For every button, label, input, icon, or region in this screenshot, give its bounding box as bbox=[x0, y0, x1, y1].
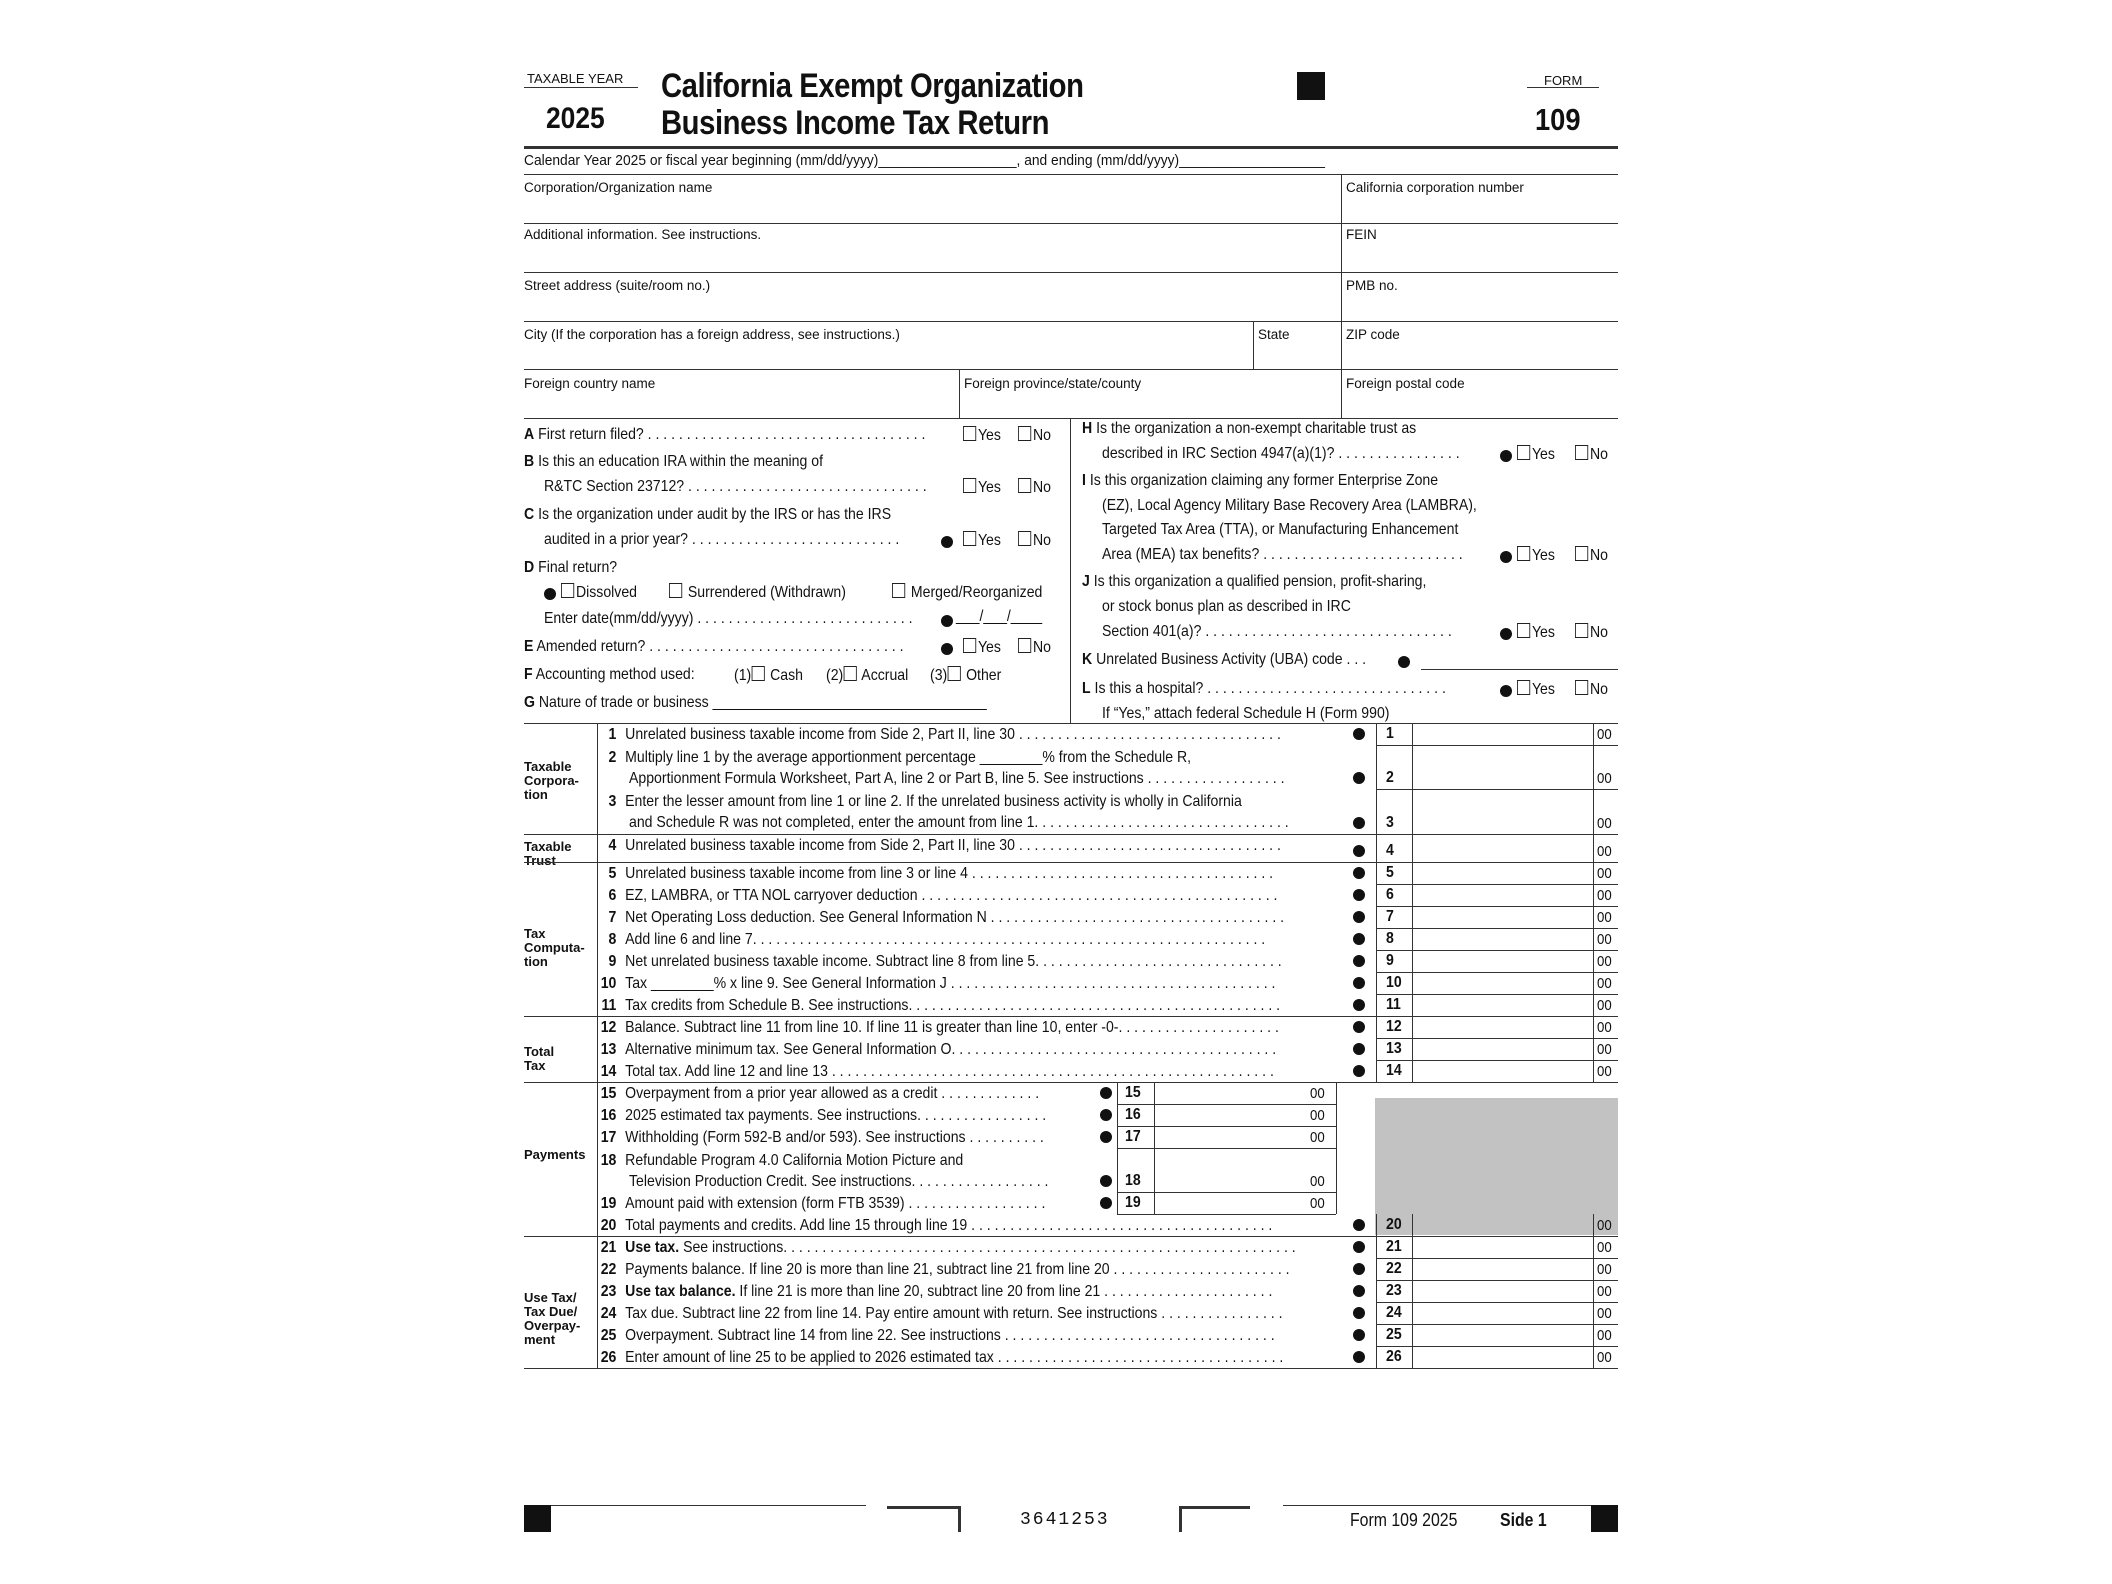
line-25-number: 25 bbox=[1386, 1326, 1402, 1343]
line-5-amount-input[interactable] bbox=[1414, 863, 1592, 883]
line-5-cents: 00 bbox=[1597, 865, 1612, 882]
line-24-amount-input[interactable] bbox=[1414, 1303, 1592, 1323]
bullet-icon bbox=[1353, 1065, 1365, 1077]
registration-mark bbox=[1297, 72, 1325, 100]
line-25-description: 25 Overpayment. Subtract line 14 from line 22. See instructions . . . . . . . . . . . . . . . . . . . . . . . . . . . . . . . . . . . bbox=[600, 1327, 1275, 1344]
bullet-icon bbox=[1353, 911, 1365, 923]
bullet-icon bbox=[1100, 1175, 1112, 1187]
line-22-description: 22 Payments balance. If line 20 is more than line 21, subtract line 21 from line 20 . . . . . . . . . . . . . . . . . . . . . . . bbox=[600, 1261, 1290, 1278]
line-16-cents: 00 bbox=[1310, 1107, 1325, 1124]
line-9-number: 9 bbox=[1386, 952, 1394, 969]
d-date-input[interactable]: ___/___/____ bbox=[956, 608, 1043, 625]
question-d: Final return? bbox=[538, 559, 618, 576]
line-23-amount-input[interactable] bbox=[1414, 1281, 1592, 1301]
question-b-line2: R&TC Section 23712? . . . . . . . . . . . . . . . . . . . . . . . . . . . . . . . bbox=[544, 478, 927, 495]
line-26-amount-input[interactable] bbox=[1414, 1347, 1592, 1367]
foreign-postal-field[interactable]: Foreign postal code bbox=[1346, 376, 1465, 391]
line-6-cents: 00 bbox=[1597, 887, 1612, 904]
taxable-year-label: TAXABLE YEAR bbox=[527, 71, 624, 86]
bullet-icon bbox=[1353, 955, 1365, 967]
uba-code-input[interactable] bbox=[1421, 669, 1618, 670]
section-taxable-trust: Taxable Trust bbox=[524, 839, 572, 868]
line-5-description: 5 Unrelated business taxable income from line 3 or line 4 . . . . . . . . . . . . . . . . . . . . . . . . . . . . . . . . . . . . . . . bbox=[608, 865, 1274, 882]
footer-side: Side 1 bbox=[1500, 1510, 1547, 1530]
bullet-icon bbox=[1353, 1307, 1365, 1319]
line-3-description: 3 Enter the lesser amount from line 1 or line 2. If the unrelated business activity is wholly in California bbox=[608, 793, 1242, 810]
line-15-amount-input[interactable] bbox=[1156, 1083, 1306, 1103]
line-11-cents: 00 bbox=[1597, 997, 1612, 1014]
line-11-description: 11 Tax credits from Schedule B. See instructions. . . . . . . . . . . . . . . . . . . . . . . . . . . . . . . . . . . . . . . . . . . . . . . . bbox=[601, 997, 1281, 1014]
line-7-number: 7 bbox=[1386, 908, 1394, 925]
line-7-amount-input[interactable] bbox=[1414, 907, 1592, 927]
line-20-cents: 00 bbox=[1597, 1217, 1612, 1234]
bullet-icon bbox=[1398, 656, 1410, 668]
question-f: Accounting method used: bbox=[535, 666, 695, 683]
line-2-description: 2 Multiply line 1 by the average apportionment percentage ________% from the Schedule R, bbox=[608, 749, 1192, 766]
bullet-icon bbox=[1500, 450, 1512, 462]
line-7-cents: 00 bbox=[1597, 909, 1612, 926]
line-3-description-cont: and Schedule R was not completed, enter the amount from line 1. . . . . . . . . . . . . . . . . . . . . . . . . . . . . . . . . bbox=[629, 814, 1289, 831]
line-26-cents: 00 bbox=[1597, 1349, 1612, 1366]
bullet-icon bbox=[1353, 1351, 1365, 1363]
barcode-number: 3641253 bbox=[1020, 1510, 1110, 1530]
section-total-tax: Total Tax bbox=[524, 1044, 555, 1073]
line-13-number: 13 bbox=[1386, 1040, 1402, 1057]
bullet-icon bbox=[1353, 1263, 1365, 1275]
fein-field[interactable]: FEIN bbox=[1346, 227, 1377, 242]
b-no-checkbox[interactable] bbox=[1018, 478, 1031, 493]
form-title-line2: Business Income Tax Return bbox=[661, 104, 1050, 142]
line-5-number: 5 bbox=[1386, 864, 1394, 881]
e-yes-checkbox[interactable] bbox=[963, 638, 976, 653]
question-k: Unrelated Business Activity (UBA) code . . . bbox=[1096, 651, 1367, 668]
line-8-number: 8 bbox=[1386, 930, 1394, 947]
line-14-description: 14 Total tax. Add line 12 and line 13 . . . . . . . . . . . . . . . . . . . . . . . . . . . . . . . . . . . . . . . . . . . . . . . . . . . . . . . . . bbox=[600, 1063, 1274, 1080]
j-yes-checkbox[interactable] bbox=[1517, 623, 1530, 638]
line-25-amount-input[interactable] bbox=[1414, 1325, 1592, 1345]
line-10-amount-input[interactable] bbox=[1414, 973, 1592, 993]
line-19-cents: 00 bbox=[1310, 1195, 1325, 1212]
line-18-amount-input[interactable] bbox=[1156, 1149, 1306, 1191]
bullet-icon bbox=[544, 588, 556, 600]
line-15-number: 15 bbox=[1125, 1084, 1141, 1101]
line-14-cents: 00 bbox=[1597, 1063, 1612, 1080]
question-c-line2: audited in a prior year? . . . . . . . . . . . . . . . . . . . . . . . . . . . bbox=[544, 531, 900, 548]
e-no-checkbox[interactable] bbox=[1018, 638, 1031, 653]
line-2-cents: 00 bbox=[1597, 770, 1612, 787]
line-6-description: 6 EZ, LAMBRA, or TTA NOL carryover deduction . . . . . . . . . . . . . . . . . . . . . . . . . . . . . . . . . . . . . . . . . . . . . . bbox=[608, 887, 1278, 904]
bullet-icon bbox=[1353, 845, 1365, 857]
i-no-checkbox[interactable] bbox=[1575, 546, 1588, 561]
bullet-icon bbox=[941, 615, 953, 627]
line-11-amount-input[interactable] bbox=[1414, 995, 1592, 1015]
foreign-province-field[interactable]: Foreign province/state/county bbox=[964, 376, 1142, 391]
c-yes-checkbox[interactable] bbox=[963, 531, 976, 546]
line-12-number: 12 bbox=[1386, 1018, 1402, 1035]
line-19-amount-input[interactable] bbox=[1156, 1193, 1306, 1213]
line-13-cents: 00 bbox=[1597, 1041, 1612, 1058]
question-a: First return filed? . . . . . . . . . . . . . . . . . . . . . . . . . . . . . . . . . . . . bbox=[538, 426, 926, 443]
line-24-number: 24 bbox=[1386, 1304, 1402, 1321]
line-1-description: 1 Unrelated business taxable income from Side 2, Part II, line 30 . . . . . . . . . . . . . . . . . . . . . . . . . . . . . . . . . . bbox=[608, 726, 1281, 743]
form-title-line1: California Exempt Organization bbox=[661, 67, 1084, 105]
line-10-cents: 00 bbox=[1597, 975, 1612, 992]
line-21-cents: 00 bbox=[1597, 1239, 1612, 1256]
section-payments: Payments bbox=[524, 1147, 586, 1162]
line-9-amount-input[interactable] bbox=[1414, 951, 1592, 971]
tax-year: 2025 bbox=[546, 102, 605, 135]
pmb-field[interactable]: PMB no. bbox=[1346, 278, 1398, 293]
line-8-amount-input[interactable] bbox=[1414, 929, 1592, 949]
line-10-number: 10 bbox=[1386, 974, 1402, 991]
h-no-checkbox[interactable] bbox=[1575, 445, 1588, 460]
line-22-amount-input[interactable] bbox=[1414, 1259, 1592, 1279]
line-20-amount-input[interactable] bbox=[1414, 1215, 1592, 1235]
city-field[interactable]: City (If the corporation has a foreign address, see instructions.) bbox=[524, 327, 900, 342]
line-17-number: 17 bbox=[1125, 1128, 1141, 1145]
bullet-icon bbox=[1353, 1021, 1365, 1033]
foreign-country-field[interactable]: Foreign country name bbox=[524, 376, 656, 391]
question-j-line2: or stock bonus plan as described in IRC bbox=[1102, 598, 1351, 615]
section-use-tax: Use Tax/ Tax Due/ Overpay- ment bbox=[524, 1290, 581, 1347]
registration-mark bbox=[524, 1505, 551, 1532]
bullet-icon bbox=[1353, 1043, 1365, 1055]
question-b: Is this an education IRA within the meaning of bbox=[538, 453, 823, 470]
line-6-amount-input[interactable] bbox=[1414, 885, 1592, 905]
line-24-description: 24 Tax due. Subtract line 22 from line 14. Pay entire amount with return. See instructions . . . . . . . . . . . . . . . . bbox=[600, 1305, 1283, 1322]
line-13-description: 13 Alternative minimum tax. See General Information O. . . . . . . . . . . . . . . . . . . . . . . . . . . . . . . . . . . . . . . . . . bbox=[600, 1041, 1277, 1058]
line-2-number: 2 bbox=[1386, 769, 1394, 786]
line-18-number: 18 bbox=[1125, 1172, 1141, 1189]
line-3-cents: 00 bbox=[1597, 815, 1612, 832]
bullet-icon bbox=[1353, 817, 1365, 829]
bullet-icon bbox=[1353, 999, 1365, 1011]
line-8-cents: 00 bbox=[1597, 931, 1612, 948]
ca-corp-number-field[interactable]: California corporation number bbox=[1346, 180, 1524, 195]
bullet-icon bbox=[1353, 867, 1365, 879]
line-4-description: 4 Unrelated business taxable income from Side 2, Part II, line 30 . . . . . . . . . . . . . . . . . . . . . . . . . . . . . . . . . . bbox=[608, 837, 1281, 854]
zip-field[interactable]: ZIP code bbox=[1346, 327, 1400, 342]
line-20-number: 20 bbox=[1386, 1216, 1402, 1233]
line-13-amount-input[interactable] bbox=[1414, 1039, 1592, 1059]
question-i-line3: Targeted Tax Area (TTA), or Manufacturing Enhancement bbox=[1102, 521, 1459, 538]
bullet-icon bbox=[1353, 977, 1365, 989]
line-1-amount-input[interactable] bbox=[1414, 724, 1592, 744]
bullet-icon bbox=[941, 536, 953, 548]
line-17-amount-input[interactable] bbox=[1156, 1127, 1306, 1147]
line-21-description: 21 Use tax. See instructions. . . . . . . . . . . . . . . . . . . . . . . . . . . . . . . . . . . . . . . . . . . . . . . . . . . . . . . . . . . . . . . . . . bbox=[600, 1239, 1296, 1256]
d-merged-checkbox[interactable] bbox=[892, 583, 905, 598]
line-21-amount-input[interactable] bbox=[1414, 1237, 1592, 1257]
question-g[interactable]: Nature of trade or business ___________________________________ bbox=[538, 694, 987, 711]
question-i-line2: (EZ), Local Agency Military Base Recovery Area (LAMBRA), bbox=[1102, 497, 1477, 514]
line-23-number: 23 bbox=[1386, 1282, 1402, 1299]
question-i: Is this organization claiming any former Enterprise Zone bbox=[1089, 472, 1439, 489]
bullet-icon bbox=[1100, 1131, 1112, 1143]
b-yes-checkbox[interactable] bbox=[963, 478, 976, 493]
bullet-icon bbox=[1353, 1285, 1365, 1297]
line-15-cents: 00 bbox=[1310, 1085, 1325, 1102]
h-yes-checkbox[interactable] bbox=[1517, 445, 1530, 460]
f-accrual-checkbox[interactable] bbox=[843, 666, 856, 681]
fiscal-period-line[interactable]: Calendar Year 2025 or fiscal year beginning (mm/dd/yyyy)__________________, and ending (mm/dd/yyyy)___________________ bbox=[524, 152, 1325, 169]
bullet-icon bbox=[941, 643, 953, 655]
line-4-amount-input[interactable] bbox=[1414, 835, 1592, 861]
line-3-number: 3 bbox=[1386, 814, 1394, 831]
form-label: FORM bbox=[1544, 73, 1583, 88]
i-yes-checkbox[interactable] bbox=[1517, 546, 1530, 561]
bullet-icon bbox=[1353, 1241, 1365, 1253]
line-14-number: 14 bbox=[1386, 1062, 1402, 1079]
bullet-icon bbox=[1353, 889, 1365, 901]
line-12-description: 12 Balance. Subtract line 11 from line 10. If line 11 is greater than line 10, enter -0-. . . . . . . . . . . . . . . . . . . . . bbox=[600, 1019, 1279, 1036]
line-6-number: 6 bbox=[1386, 886, 1394, 903]
line-19-description: 19 Amount paid with extension (form FTB 3539) . . . . . . . . . . . . . . . . . . bbox=[600, 1195, 1046, 1212]
section-taxable-corporation: Taxable Corpora- tion bbox=[524, 759, 579, 802]
d-surrendered-checkbox[interactable] bbox=[669, 583, 682, 598]
state-field[interactable]: State bbox=[1258, 327, 1290, 342]
registration-mark bbox=[1591, 1505, 1618, 1532]
question-c: Is the organization under audit by the IRS or has the IRS bbox=[538, 506, 892, 523]
line-4-cents: 00 bbox=[1597, 843, 1612, 860]
question-e: Amended return? . . . . . . . . . . . . . . . . . . . . . . . . . . . . . . . . . bbox=[536, 638, 904, 655]
line-24-cents: 00 bbox=[1597, 1305, 1612, 1322]
l-no-checkbox[interactable] bbox=[1575, 680, 1588, 695]
bullet-icon bbox=[1100, 1109, 1112, 1121]
line-2-description-cont: Apportionment Formula Worksheet, Part A, line 2 or Part B, line 5. See instructions . . . . . . . . . . . . . . . . . . bbox=[629, 770, 1285, 787]
bullet-icon bbox=[1353, 1329, 1365, 1341]
line-17-description: 17 Withholding (Form 592-B and/or 593). See instructions . . . . . . . . . . bbox=[600, 1129, 1044, 1146]
line-9-cents: 00 bbox=[1597, 953, 1612, 970]
line-1-cents: 00 bbox=[1597, 726, 1612, 743]
question-i-line4: Area (MEA) tax benefits? . . . . . . . . . . . . . . . . . . . . . . . . . . bbox=[1102, 546, 1463, 563]
line-12-cents: 00 bbox=[1597, 1019, 1612, 1036]
line-4-number: 4 bbox=[1386, 842, 1394, 859]
line-17-cents: 00 bbox=[1310, 1129, 1325, 1146]
line-2-amount-input[interactable] bbox=[1414, 746, 1592, 788]
bullet-icon bbox=[1500, 551, 1512, 563]
a-no-checkbox[interactable] bbox=[1018, 426, 1031, 441]
line-22-cents: 00 bbox=[1597, 1261, 1612, 1278]
line-16-amount-input[interactable] bbox=[1156, 1105, 1306, 1125]
line-18-description: 18 Refundable Program 4.0 California Motion Picture and bbox=[600, 1152, 964, 1169]
bullet-icon bbox=[1353, 772, 1365, 784]
question-j-line3: Section 401(a)? . . . . . . . . . . . . . . . . . . . . . . . . . . . . . . . . bbox=[1102, 623, 1452, 640]
line-23-description: 23 Use tax balance. If line 21 is more than line 20, subtract line 20 from line 21 . . . . . . . . . . . . . . . . . . . . . . bbox=[600, 1283, 1273, 1300]
line-15-description: 15 Overpayment from a prior year allowed as a credit . . . . . . . . . . . . . bbox=[600, 1085, 1040, 1102]
line-23-cents: 00 bbox=[1597, 1283, 1612, 1300]
line-19-number: 19 bbox=[1125, 1194, 1141, 1211]
d-dissolved-checkbox[interactable] bbox=[561, 583, 574, 598]
line-22-number: 22 bbox=[1386, 1260, 1402, 1277]
line-25-cents: 00 bbox=[1597, 1327, 1612, 1344]
question-l-note: If “Yes,” attach federal Schedule H (Form 990) bbox=[1102, 705, 1390, 722]
line-18-cents: 00 bbox=[1310, 1173, 1325, 1190]
bullet-icon bbox=[1500, 628, 1512, 640]
line-1-number: 1 bbox=[1386, 725, 1394, 742]
additional-info-field[interactable]: Additional information. See instructions. bbox=[524, 227, 762, 242]
line-26-description: 26 Enter amount of line 25 to be applied to 2026 estimated tax . . . . . . . . . . . . . . . . . . . . . . . . . . . . . . . . . . . . . bbox=[600, 1349, 1284, 1366]
bullet-icon bbox=[1500, 685, 1512, 697]
f-other-checkbox[interactable] bbox=[947, 666, 960, 681]
a-yes-checkbox[interactable] bbox=[963, 426, 976, 441]
footer-form-label: Form 109 2025 bbox=[1350, 1510, 1458, 1530]
question-h: Is the organization a non-exempt charitable trust as bbox=[1096, 420, 1417, 437]
section-tax-computation: Tax Computa- tion bbox=[524, 926, 585, 969]
question-d-date: Enter date(mm/dd/yyyy) . . . . . . . . . . . . . . . . . . . . . . . . . . . . bbox=[544, 610, 913, 627]
bullet-icon bbox=[1100, 1197, 1112, 1209]
line-18-description-cont: Television Production Credit. See instructions. . . . . . . . . . . . . . . . . . bbox=[629, 1173, 1049, 1190]
f-cash-checkbox[interactable] bbox=[751, 666, 764, 681]
line-16-description: 16 2025 estimated tax payments. See instructions. . . . . . . . . . . . . . . . . bbox=[600, 1107, 1047, 1124]
bullet-icon bbox=[1353, 1219, 1365, 1231]
line-7-description: 7 Net Operating Loss deduction. See General Information N . . . . . . . . . . . . . . . . . . . . . . . . . . . . . . . . . . . . . . bbox=[608, 909, 1285, 926]
question-h-line2: described in IRC Section 4947(a)(1)? . . . . . . . . . . . . . . . . bbox=[1102, 445, 1460, 462]
form-number: 109 bbox=[1535, 102, 1581, 137]
line-20-description: 20 Total payments and credits. Add line 15 through line 19 . . . . . . . . . . . . . . . . . . . . . . . . . . . . . . . . . . . . . . . bbox=[600, 1217, 1273, 1234]
question-j: Is this organization a qualified pension, profit-sharing, bbox=[1093, 573, 1427, 590]
line-8-description: 8 Add line 6 and line 7. . . . . . . . . . . . . . . . . . . . . . . . . . . . . . . . . . . . . . . . . . . . . . . . . . . . . . . . . . . . . . . . . . bbox=[608, 931, 1266, 948]
line-14-amount-input[interactable] bbox=[1414, 1061, 1592, 1081]
l-yes-checkbox[interactable] bbox=[1517, 680, 1530, 695]
line-16-number: 16 bbox=[1125, 1106, 1141, 1123]
corp-name-field[interactable]: Corporation/Organization name bbox=[524, 180, 713, 195]
line-3-amount-input[interactable] bbox=[1414, 790, 1592, 833]
line-21-number: 21 bbox=[1386, 1238, 1402, 1255]
j-no-checkbox[interactable] bbox=[1575, 623, 1588, 638]
line-12-amount-input[interactable] bbox=[1414, 1017, 1592, 1037]
c-no-checkbox[interactable] bbox=[1018, 531, 1031, 546]
bullet-icon bbox=[1353, 728, 1365, 740]
line-9-description: 9 Net unrelated business taxable income. Subtract line 8 from line 5. . . . . . . . . . . . . . . . . . . . . . . . . . . . . . . . bbox=[608, 953, 1282, 970]
line-26-number: 26 bbox=[1386, 1348, 1402, 1365]
street-address-field[interactable]: Street address (suite/room no.) bbox=[524, 278, 711, 293]
bullet-icon bbox=[1353, 933, 1365, 945]
bullet-icon bbox=[1100, 1087, 1112, 1099]
question-l: Is this a hospital? . . . . . . . . . . . . . . . . . . . . . . . . . . . . . . . bbox=[1094, 680, 1446, 697]
line-10-description: 10 Tax ________% x line 9. See General Information J . . . . . . . . . . . . . . . . . . . . . . . . . . . . . . . . . . . . . . . . . . bbox=[600, 975, 1276, 992]
line-11-number: 11 bbox=[1386, 996, 1401, 1013]
